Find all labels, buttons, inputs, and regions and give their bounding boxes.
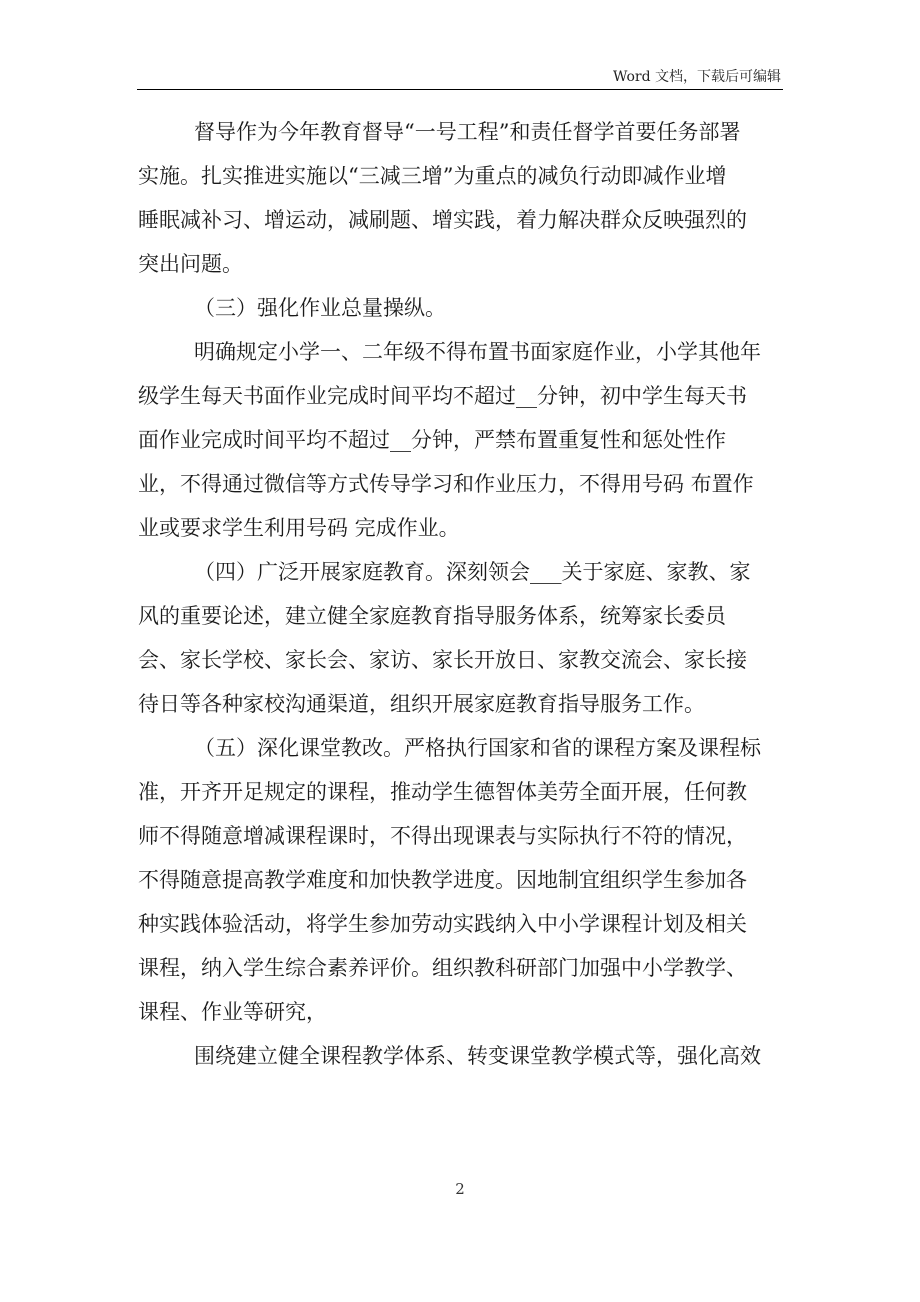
document-body <box>138 116 784 1084</box>
paragraph <box>138 732 784 1028</box>
text-line: 实施。扎实推进实施以“三减三增”为重点的减负行动即减作业增 <box>138 164 727 188</box>
paragraph <box>138 556 784 720</box>
text-line: 会、家长学校、家长会、家访、家长开放日、家教交流会、家长接 <box>138 648 747 672</box>
text-line: 突出问题。 <box>138 252 243 276</box>
text-line: 风的重要论述，建立健全家庭教育指导服务体系，统筹家长委员 <box>138 604 726 628</box>
text-line: 种实践体验活动，将学生参加劳动实践纳入中小学课程计划及相关 <box>138 912 747 936</box>
text-line: 明确规定小学一、二年级不得布置书面家庭作业，小学其他年 <box>194 340 761 364</box>
text-line: 课程，纳入学生综合素养评价。组织教科研部门加强中小学教学、 <box>138 956 747 980</box>
page-number: 2 <box>455 1180 465 1198</box>
text-line: 课程、作业等研究， <box>138 1000 327 1024</box>
text-line: （三）强化作业总量操纵。 <box>194 296 446 320</box>
text-line: （五）深化课堂教改。严格执行国家和省的课程方案及课程标 <box>194 736 761 760</box>
text-line: 督导作为今年教育督导“一号工程”和责任督学首要任务部署 <box>194 120 741 144</box>
text-line: 围绕建立健全课程教学体系、转变课堂教学模式等，强化高效 <box>194 1044 761 1068</box>
header-text: Word 文档，下载后可编辑 <box>613 69 781 85</box>
text-line: 面作业完成时间平均不超过__分钟，严禁布置重复性和惩处性作 <box>138 428 726 452</box>
text-line: 级学生每天书面作业完成时间平均不超过__分钟，初中学生每天书 <box>138 384 747 408</box>
text-line: 待日等各种家校沟通渠道，组织开展家庭教育指导服务工作。 <box>138 692 705 716</box>
text-line: （四）广泛开展家庭教育。深刻领会___关于家庭、家教、家 <box>194 560 751 584</box>
text-line: 师不得随意增减课程课时，不得出现课表与实际执行不符的情况， <box>138 824 747 848</box>
paragraph <box>138 116 784 280</box>
text-line: 业或要求学生利用号码 完成作业。 <box>138 516 460 540</box>
paragraph <box>138 336 784 544</box>
paragraph <box>138 1040 784 1072</box>
text-line: 不得随意提高教学难度和加快教学进度。因地制宜组织学生参加各 <box>138 868 747 892</box>
section-heading <box>138 292 784 324</box>
text-line: 准，开齐开足规定的课程，推动学生德智体美劳全面开展，任何教 <box>138 780 747 804</box>
text-line: 睡眠减补习、增运动，减刷题、增实践，着力解决群众反映强烈的 <box>138 208 747 232</box>
text-line: 业，不得通过微信等方式传导学习和作业压力，不得用号码 布置作 <box>138 472 754 496</box>
header-rule <box>137 89 783 90</box>
